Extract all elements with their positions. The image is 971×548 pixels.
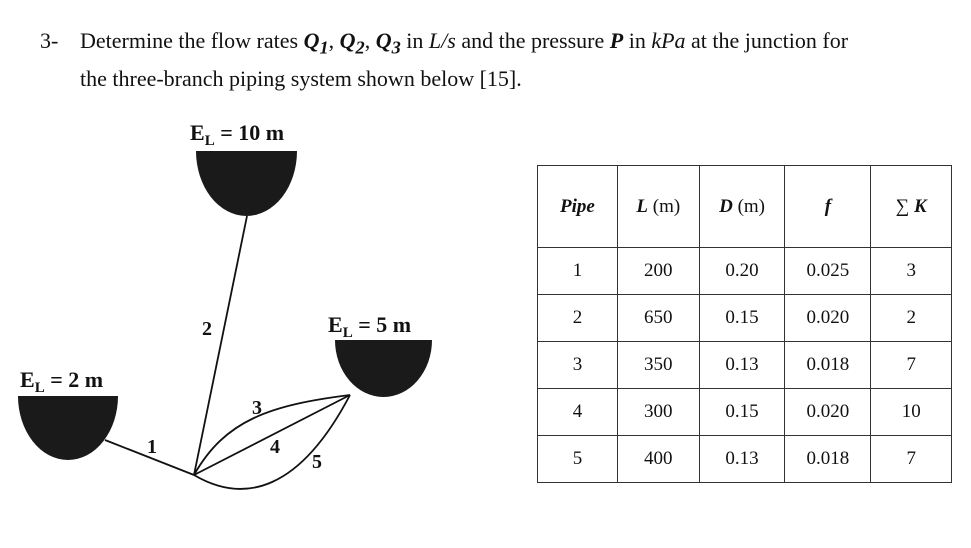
reservoir-top-label: $E_L = 10$ m bbox=[190, 120, 285, 149]
pipe-data-table bbox=[537, 165, 952, 483]
header-pipe: Pipe bbox=[538, 166, 618, 248]
cell-length: 650 bbox=[617, 295, 699, 342]
cell-friction: 0.025 bbox=[785, 248, 871, 295]
cell-diameter: 0.13 bbox=[699, 436, 785, 483]
pipe-2 bbox=[194, 216, 247, 475]
table-row bbox=[538, 342, 952, 389]
piping-diagram bbox=[0, 110, 520, 530]
reservoir-right bbox=[335, 340, 432, 397]
cell-sum-k: 2 bbox=[871, 295, 952, 342]
line1-prefix: Determine the flow rates bbox=[80, 28, 304, 53]
pipe-3-label: 3 bbox=[252, 397, 262, 419]
problem-line-1: Determine the flow rates $Q_1$, $Q_2$, $Q_3$ in L/s and the pressure P in kPa at the junction for bbox=[80, 28, 849, 58]
pipe-5-label: 5 bbox=[312, 451, 322, 473]
cell-sum-k: 7 bbox=[871, 436, 952, 483]
problem-number: 3- bbox=[40, 28, 59, 53]
header-length: L (m) bbox=[617, 166, 699, 248]
reservoir-left-label: $E_L = 2$ m bbox=[20, 367, 104, 396]
table-row bbox=[538, 295, 952, 342]
cell-length: 350 bbox=[617, 342, 699, 389]
table-row bbox=[538, 248, 952, 295]
cell-pipe: 1 bbox=[538, 248, 618, 295]
cell-friction: 0.020 bbox=[785, 389, 871, 436]
q1-symbol: $Q_1$ bbox=[303, 28, 329, 58]
table-row bbox=[538, 389, 952, 436]
reservoir-left bbox=[18, 396, 118, 460]
pipe-1-label: 1 bbox=[147, 436, 157, 458]
reservoir-top bbox=[196, 151, 297, 216]
cell-friction: 0.018 bbox=[785, 436, 871, 483]
cell-sum-k: 3 bbox=[871, 248, 952, 295]
q3-symbol: $Q_3$ bbox=[375, 28, 401, 58]
cell-sum-k: 7 bbox=[871, 342, 952, 389]
problem-line-2: the three-branch piping system shown below [15]. bbox=[80, 66, 522, 91]
header-friction: f bbox=[785, 166, 871, 248]
pressure-symbol: P bbox=[609, 28, 624, 53]
cell-friction: 0.020 bbox=[785, 295, 871, 342]
cell-diameter: 0.13 bbox=[699, 342, 785, 389]
cell-pipe: 3 bbox=[538, 342, 618, 389]
reservoir-right-label: $E_L = 5$ m bbox=[328, 312, 412, 341]
cell-friction: 0.018 bbox=[785, 342, 871, 389]
cell-sum-k: 10 bbox=[871, 389, 952, 436]
cell-length: 400 bbox=[617, 436, 699, 483]
q2-symbol: $Q_2$ bbox=[339, 28, 365, 58]
pipe-4-label: 4 bbox=[270, 436, 280, 458]
cell-length: 200 bbox=[617, 248, 699, 295]
header-diameter: D (m) bbox=[699, 166, 785, 248]
cell-pipe: 5 bbox=[538, 436, 618, 483]
cell-diameter: 0.15 bbox=[699, 295, 785, 342]
cell-diameter: 0.15 bbox=[699, 389, 785, 436]
header-sum-k: ∑ K bbox=[871, 166, 952, 248]
cell-length: 300 bbox=[617, 389, 699, 436]
flow-unit: L/s bbox=[428, 28, 456, 53]
cell-pipe: 2 bbox=[538, 295, 618, 342]
table-row bbox=[538, 436, 952, 483]
table-header-row bbox=[538, 166, 952, 248]
cell-pipe: 4 bbox=[538, 389, 618, 436]
pipe-4 bbox=[194, 395, 350, 475]
cell-diameter: 0.20 bbox=[699, 248, 785, 295]
pressure-unit: kPa bbox=[651, 28, 686, 53]
pipe-2-label: 2 bbox=[202, 318, 212, 340]
